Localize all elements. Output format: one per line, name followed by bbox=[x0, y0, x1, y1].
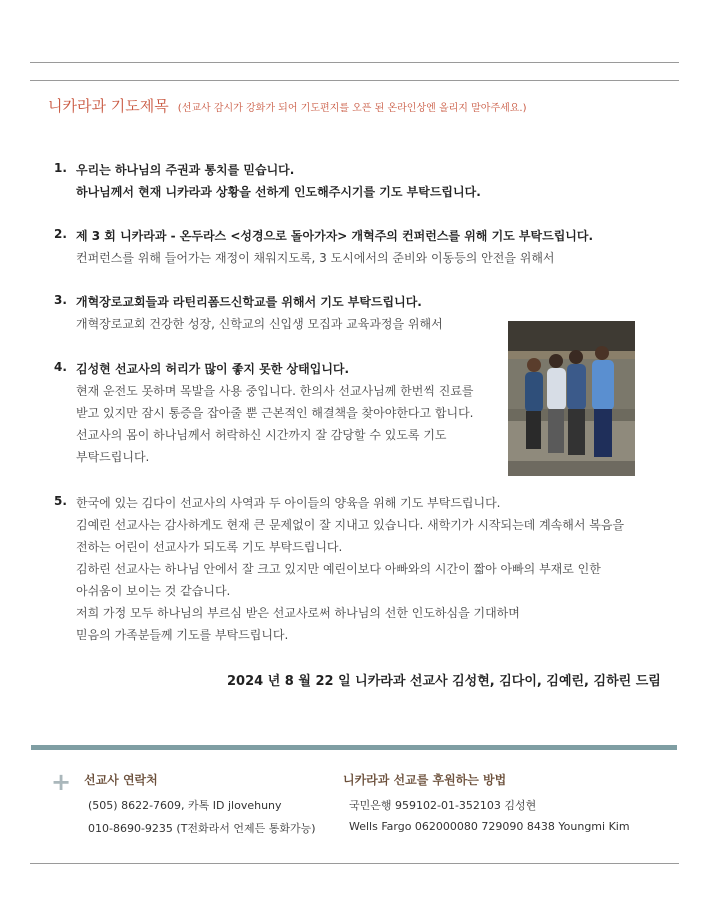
signature: 2024 년 8 월 22 일 니카라과 선교사 김성현, 김다이, 김예린, 김하린 드림 bbox=[227, 674, 661, 689]
item-number: 5. bbox=[54, 494, 67, 508]
title-text: 니카라과 기도제목 bbox=[48, 97, 169, 115]
item-line: 아쉬움이 보이는 것 같습니다. bbox=[76, 584, 231, 598]
bottom-rule bbox=[30, 863, 679, 864]
item-heading: 한국에 있는 김다이 선교사의 사역과 두 아이들의 양육을 위해 기도 부탁드립니다. bbox=[76, 496, 501, 510]
contact-phone: (505) 8622-7609, 카톡 ID jlovehuny bbox=[88, 799, 282, 812]
item-heading: 개혁장로교회들과 라틴리폼드신학교를 위해서 기도 부탁드립니다. bbox=[76, 295, 422, 309]
item-heading: 김성현 선교사의 허리가 많이 좋지 못한 상태입니다. bbox=[76, 362, 350, 376]
page-title bbox=[48, 95, 527, 116]
contact-title: 선교사 연락처 bbox=[84, 773, 158, 787]
contact-phone-korea: 010-8690-9235 (T전화라서 언제든 통화가능) bbox=[88, 822, 316, 835]
item-line: 전하는 어린이 선교사가 되도록 기도 부탁드립니다. bbox=[76, 540, 343, 554]
item-number: 4. bbox=[54, 360, 67, 374]
item-number: 2. bbox=[54, 227, 67, 241]
item-line: 선교사의 몸이 하나님께서 허락하신 시간까지 잘 감당할 수 있도록 기도 bbox=[76, 428, 447, 442]
support-title: 니카라과 선교를 후원하는 방법 bbox=[343, 773, 507, 787]
item-line: 김하린 선교사는 하나님 안에서 잘 크고 있지만 예린이보다 아빠와의 시간이 짧아 아빠의 부재로 인한 bbox=[76, 562, 601, 576]
item-heading: 제 3 회 니카라과 - 온두라스 <성경으로 돌아가자> 개혁주의 컨퍼런스를 위해 기도 부탁드립니다. bbox=[76, 229, 594, 243]
item-number: 3. bbox=[54, 293, 67, 307]
item-line: 부탁드립니다. bbox=[76, 450, 150, 464]
item-line: 현재 운전도 못하며 목발을 사용 중입니다. 한의사 선교사님께 한번씩 진료를 bbox=[76, 384, 474, 398]
plus-icon: + bbox=[51, 768, 72, 796]
item-line: 저희 가정 모두 하나님의 부르심 받은 선교사로써 하나님의 선한 인도하심을 기대하며 bbox=[76, 606, 520, 620]
support-bank-us: Wells Fargo 062000080 729090 8438 Youngmi Kim bbox=[349, 820, 630, 833]
support-bank-korea: 국민은행 959102-01-352103 김성현 bbox=[349, 799, 537, 812]
item-line: 개혁장로교회 건강한 성장, 신학교의 신입생 모집과 교육과정을 위해서 bbox=[76, 317, 443, 331]
family-photo bbox=[508, 321, 635, 476]
item-number: 1. bbox=[54, 161, 67, 175]
top-rule-2 bbox=[30, 80, 679, 81]
item-line: 컨퍼런스를 위해 들어가는 재정이 채워지도록, 3 도시에서의 준비와 이동등의 안전을 위해서 bbox=[76, 251, 555, 265]
title-note: (선교사 감시가 강화가 되어 기도편지를 오픈 된 온라인상엔 올리지 말아주세요.) bbox=[177, 103, 527, 114]
item-line: 믿음의 가족분들께 기도를 부탁드립니다. bbox=[76, 628, 289, 642]
item-heading: 우리는 하나님의 주권과 통치를 믿습니다. bbox=[76, 163, 295, 177]
top-rule-1 bbox=[30, 62, 679, 63]
footer-band bbox=[31, 745, 677, 750]
item-line: 김예린 선교사는 감사하게도 현재 큰 문제없이 잘 지내고 있습니다. 새학기가 시작되는데 계속해서 복음을 bbox=[76, 518, 625, 532]
item-line: 하나님께서 현재 니카라과 상황을 선하게 인도해주시기를 기도 부탁드립니다. bbox=[76, 185, 481, 199]
item-line: 받고 있지만 잠시 통증을 잡아줄 뿐 근본적인 해결책을 찾아야한다고 합니다. bbox=[76, 406, 474, 420]
